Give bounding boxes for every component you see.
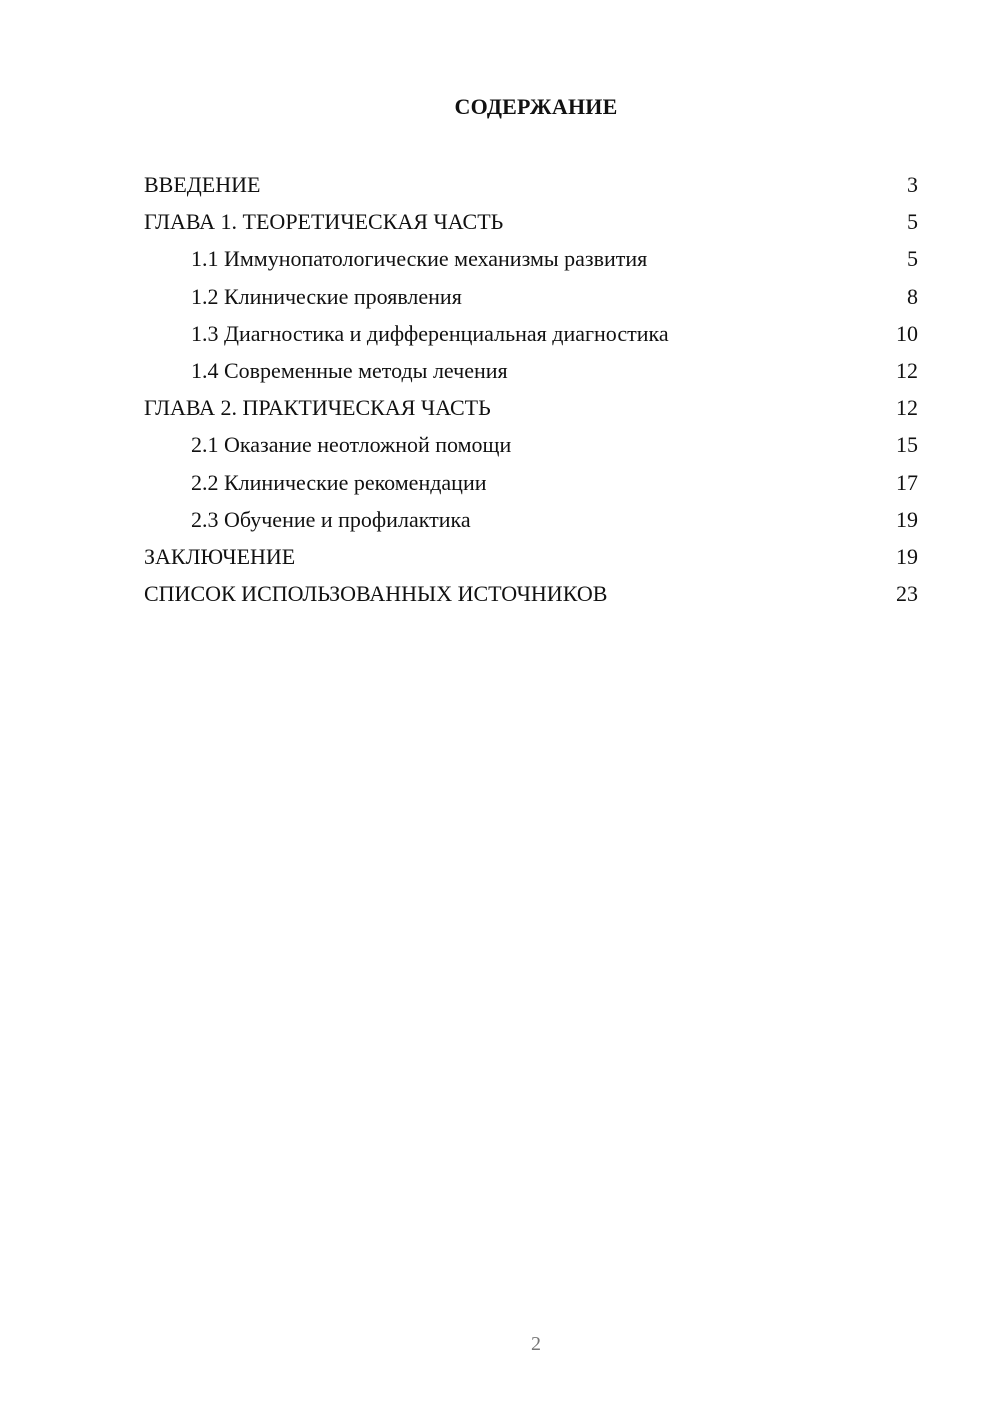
toc-entry-label: 2.3 Обучение и профилактика <box>191 506 471 532</box>
toc-subentry <box>144 426 918 463</box>
toc-entry-page: 5 <box>907 209 918 235</box>
toc-entry-label: ЗАКЛЮЧЕНИЕ <box>144 543 296 569</box>
toc-entry <box>144 203 918 240</box>
toc-entry-page: 10 <box>896 320 918 346</box>
toc-entry-page: 19 <box>896 506 918 532</box>
toc-entry-label: 1.1 Иммунопатологические механизмы развития <box>191 246 648 272</box>
toc-entry-page: 17 <box>896 469 918 495</box>
table-of-contents <box>144 166 918 612</box>
toc-entry-label: ГЛАВА 1. ТЕОРЕТИЧЕСКАЯ ЧАСТЬ <box>144 209 504 235</box>
page-title: СОДЕРЖАНИЕ <box>454 94 618 119</box>
toc-entry-label: ГЛАВА 2. ПРАКТИЧЕСКАЯ ЧАСТЬ <box>144 395 491 421</box>
page-number: 2 <box>531 1333 541 1355</box>
toc-entry-label: 1.4 Современные методы лечения <box>191 358 508 384</box>
toc-entry <box>144 166 918 203</box>
toc-entry-page: 23 <box>896 581 918 607</box>
toc-entry-label: ВВЕДЕНИЕ <box>144 172 261 198</box>
toc-subentry <box>144 240 918 277</box>
toc-subentry <box>144 464 918 501</box>
toc-entry-label: 1.2 Клинические проявления <box>191 283 462 309</box>
toc-subentry <box>144 352 918 389</box>
toc-entry <box>144 575 918 612</box>
toc-entry-page: 15 <box>896 432 918 458</box>
toc-entry-page: 12 <box>896 358 918 384</box>
toc-entry-page: 5 <box>907 246 918 272</box>
toc-subentry <box>144 315 918 352</box>
toc-entry-label: СПИСОК ИСПОЛЬЗОВАННЫХ ИСТОЧНИКОВ <box>144 581 608 607</box>
toc-subentry <box>144 501 918 538</box>
toc-entry <box>144 538 918 575</box>
toc-entry-label: 2.1 Оказание неотложной помощи <box>191 432 512 458</box>
toc-entry-label: 2.2 Клинические рекомендации <box>191 469 487 495</box>
toc-entry <box>144 389 918 426</box>
toc-entry-page: 8 <box>907 283 918 309</box>
toc-entry-page: 19 <box>896 543 918 569</box>
toc-subentry <box>144 278 918 315</box>
toc-entry-label: 1.3 Диагностика и дифференциальная диагностика <box>191 320 669 346</box>
toc-entry-page: 12 <box>896 395 918 421</box>
toc-entry-page: 3 <box>907 172 918 198</box>
